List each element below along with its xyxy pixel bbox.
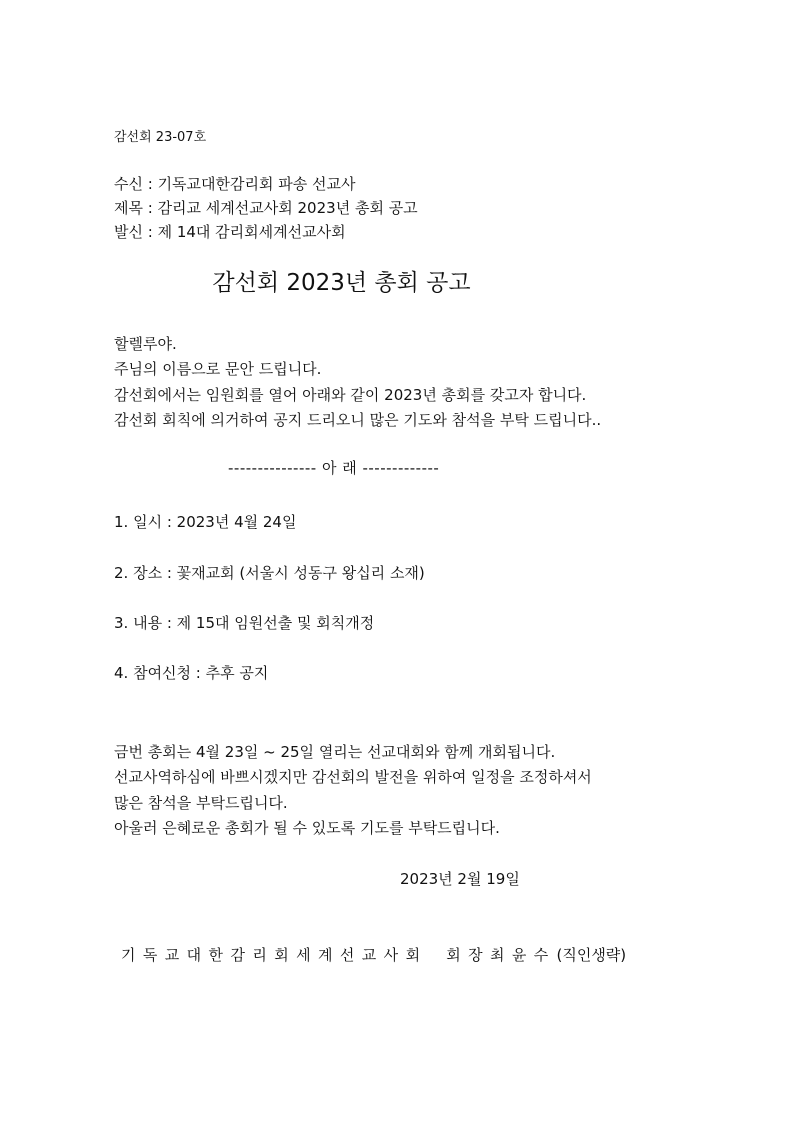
item-registration: 4. 참여신청 : 추후 공지	[114, 664, 269, 682]
intro-line: 할렐루야.	[114, 335, 177, 353]
item-content: 3. 내용 : 제 15대 임원선출 및 회칙개정	[114, 614, 375, 632]
closing-line: 아울러 은혜로운 총회가 될 수 있도록 기도를 부탁드립니다.	[114, 819, 500, 837]
document-title-wrap	[0, 268, 793, 298]
item-date: 1. 일시 : 2023년 4월 24일	[114, 513, 297, 531]
sender-line: 발신 : 제 14대 감리회세계선교사회	[114, 223, 346, 241]
signature-line	[121, 945, 626, 965]
signature-organization: 기독교대한감리회세계선교사회	[121, 946, 428, 964]
closing-line: 금번 총회는 4월 23일 ~ 25일 열리는 선교대회와 함께 개회됩니다.	[114, 743, 556, 761]
intro-line: 주님의 이름으로 문안 드립니다.	[114, 360, 322, 378]
recipient-line: 수신 : 기독교대한감리회 파송 선교사	[114, 175, 356, 193]
intro-line: 감선회 회칙에 의거하여 공지 드리오니 많은 기도와 참석을 부탁 드립니다..	[114, 411, 602, 429]
closing-line: 많은 참석을 부탁드립니다.	[114, 794, 288, 812]
document-title: 감선회 2023년 총회 공고	[212, 270, 471, 296]
document-number: 감선회 23-07호	[114, 130, 207, 145]
signature-seal-note: (직인생략)	[556, 946, 627, 964]
section-divider: --------------- 아 래 -------------	[228, 459, 440, 477]
intro-line: 감선회에서는 임원회를 열어 아래와 같이 2023년 총회를 갖고자 합니다.	[114, 386, 587, 404]
issue-date: 2023년 2월 19일	[400, 870, 520, 888]
closing-line: 선교사역하심에 바쁘시겠지만 감선회의 발전을 위하여 일정을 조정하셔서	[114, 768, 592, 786]
signature-president: 회장최윤수	[446, 946, 556, 964]
subject-line: 제목 : 감리교 세계선교사회 2023년 총회 공고	[114, 199, 418, 217]
item-location: 2. 장소 : 꽃재교회 (서울시 성동구 왕십리 소재)	[114, 564, 425, 582]
